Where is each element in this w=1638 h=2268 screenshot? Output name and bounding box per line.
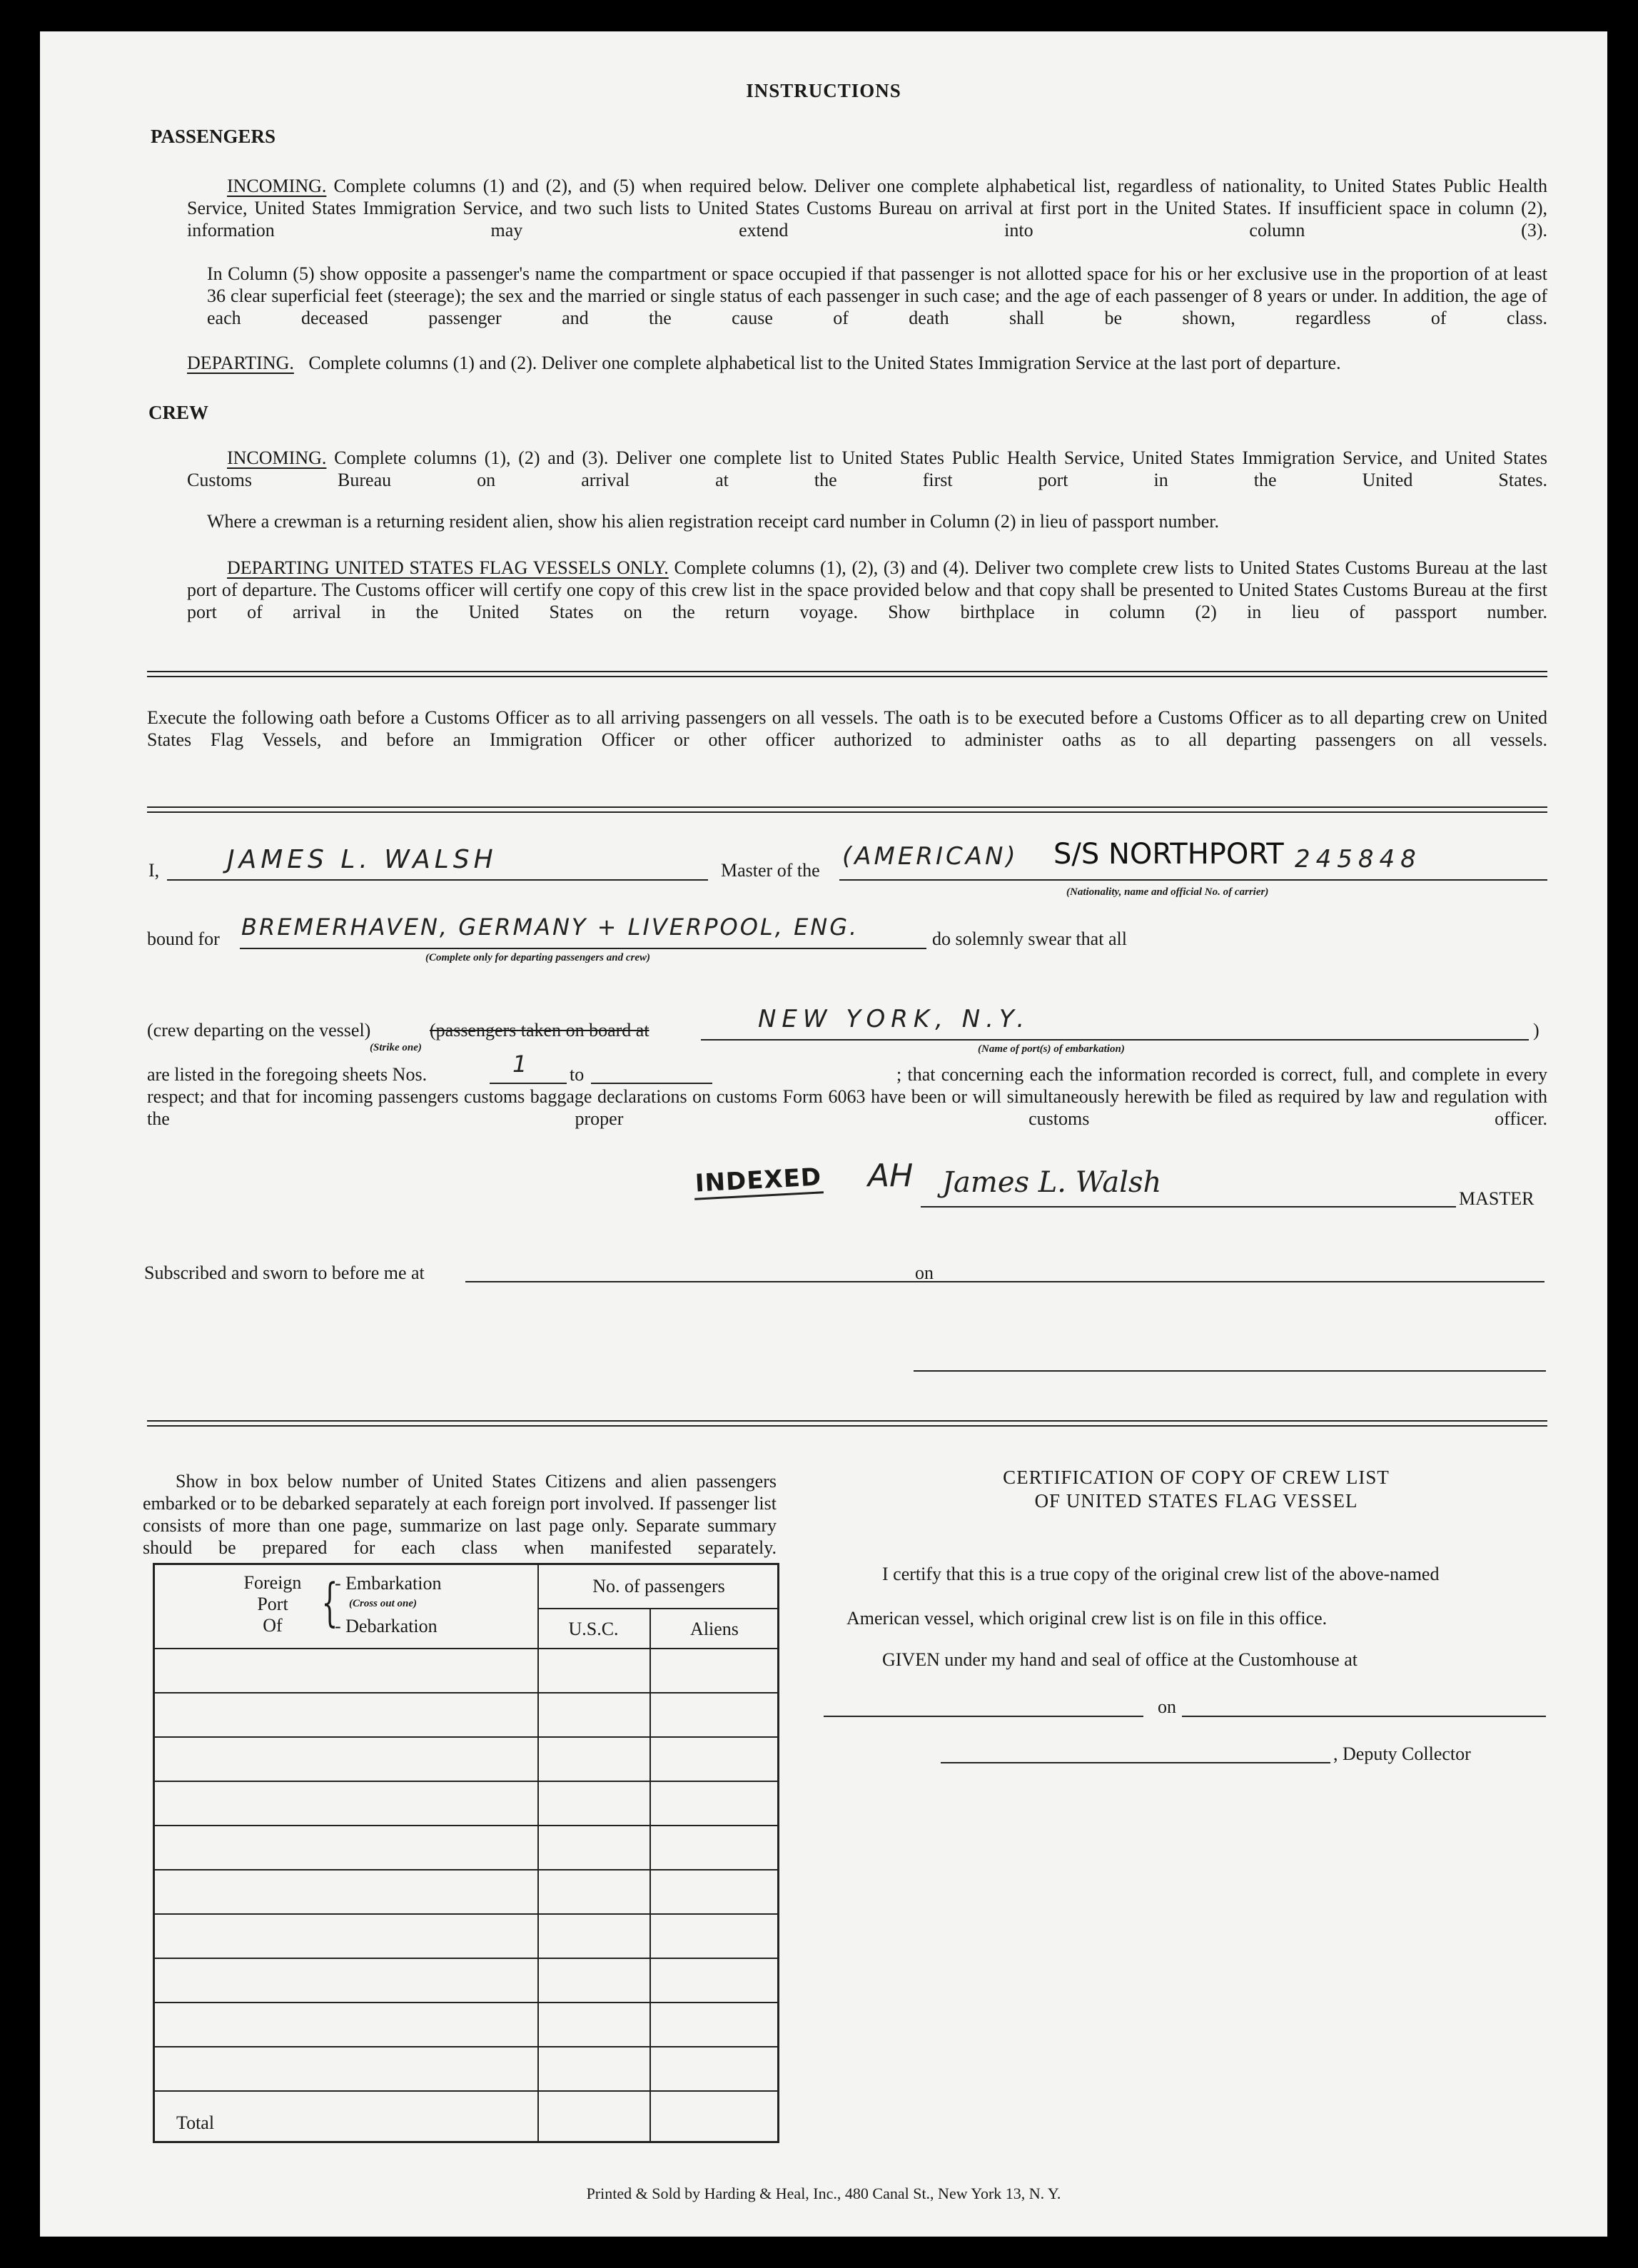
summary-instructions: Show in box below number of United States Citizens and alien passengers embarked or to be debarked separately at each foreign port involved. If passenger list consists of more than one page, summarize on last page only. Separate summary should be prepared for each class when manifested separately. (143, 1471, 777, 1558)
master-signature: James L. Walsh (942, 1166, 1162, 1199)
embarkation-line (701, 1039, 1529, 1041)
passenger-summary-table (153, 1563, 779, 2143)
crew-departing-text: Complete columns (1), (2), (3) and (4). Deliver two complete crew lists to United States Customs Bureau at the last port of departure. The Customs officer will certify one copy of this crew list in the space provided below and that copy shall be presented to United States Customs Bureau at the first port of arrival in the United States on the return voyage. Show birthplace in column (2) in lieu of passport number. (187, 557, 1548, 622)
indexed-stamp-text: INDEXED (694, 1163, 823, 1198)
passengers-incoming-text: Complete columns (1) and (2), and (5) when required below. Deliver one complete alphabetical list, regardless of nationality, to United States Public Health Service, United States Immigration Service, and two such lists to United States Customs Bureau on arrival at first port in the United States. If insufficient space in column (2), information may extend into column (3). (187, 176, 1547, 241)
cert-on-label: on (1158, 1696, 1176, 1717)
foreign-port-of-label (233, 1572, 312, 1636)
crew-departing-paragraph (187, 557, 1547, 623)
of-label: Of (263, 1615, 283, 1636)
master-name-line (167, 879, 708, 881)
table-row (155, 1781, 777, 1782)
form-sheet (40, 31, 1607, 2237)
certify-text: I certify that this is a true copy of the original crew list of the above-named (882, 1564, 1440, 1584)
no-of-passengers-header: No. of passengers (592, 1576, 725, 1596)
foreign-label: Foreign (243, 1572, 302, 1593)
passengers-departing-paragraph (187, 352, 1341, 374)
embarkation-label: - Embarkation (335, 1573, 442, 1594)
deputy-signature-line (941, 1762, 1330, 1763)
section-divider (147, 671, 1547, 677)
officer-signature-line (914, 1370, 1546, 1372)
destination: BREMERHAVEN, GERMANY + LIVERPOOL, ENG. (241, 913, 859, 941)
i-label: I, (148, 860, 160, 881)
summary-divider (147, 1420, 1547, 1427)
crew-incoming-text: Complete columns (1), (2) and (3). Deliver one complete list to United States Public Health Service, United States Immigration Service, and United States Customs Bureau on arrival at the first port in the United States. (187, 447, 1548, 490)
usc-header: U.S.C. (568, 1619, 619, 1639)
total-label: Total (176, 2112, 215, 2133)
table-row (155, 1648, 777, 1649)
vessel-text: American vessel, which original crew list is on file in this office. (846, 1608, 1328, 1629)
table-row (155, 2002, 777, 2003)
to-label: to (570, 1064, 585, 1085)
oath-intro: Execute the following oath before a Customs Officer as to all arriving passengers on all vessels. The oath is to be executed before a Customs Officer as to all departing crew on United States Flag Vessels, and before an Immigration Officer or other officer authorized to administer oaths as to all departing passengers on all vessels. (147, 707, 1547, 750)
crew-incoming-label: INCOMING. (227, 447, 327, 468)
nationality: (AMERICAN) (842, 842, 1018, 871)
certification-title-line1: CERTIFICATION OF COPY OF CREW LIST (1003, 1467, 1390, 1488)
crew-departing-option: (crew departing on the vessel) (147, 1020, 371, 1041)
sheet-from-line (490, 1083, 567, 1084)
table-row (155, 1736, 777, 1738)
official-number: 245848 (1295, 845, 1422, 874)
strike-caption: (Strike one) (370, 1042, 422, 1053)
passengers-heading: PASSENGERS (151, 126, 276, 147)
column5-paragraph: In Column (5) show opposite a passenger's name the compartment or space occupied if that passenger is not allotted space for his or her exclusive use in the proportion of at least 36 clear superficial feet (steerage); the sex and the married or single status of each passenger in such case; and the age of each passenger of 8 years or under. In addition, the age of each deceased passenger and the cause of death shall be shown, regardless of class. (207, 263, 1547, 328)
sheet-from: 1 (512, 1051, 532, 1078)
table-row (155, 1825, 777, 1826)
instructions-title: INSTRUCTIONS (746, 80, 901, 101)
table-row (155, 1913, 777, 1915)
aliens-header: Aliens (690, 1619, 739, 1639)
signature-line (921, 1206, 1456, 1208)
crew-resident-paragraph: Where a crewman is a returning resident alien, show his alien registration receipt card number in Column (2) in lieu of passport number. (207, 511, 1220, 532)
port-label: Port (257, 1594, 288, 1614)
debarkation-label: - Debarkation (335, 1616, 438, 1636)
certification-title-line2: OF UNITED STATES FLAG VESSEL (1034, 1490, 1358, 1512)
sworn-place-line (465, 1281, 952, 1282)
cross-out-caption: (Cross out one) (349, 1598, 418, 1609)
printer-footer: Printed & Sold by Harding & Heal, Inc., 480 Canal St., New York 13, N. Y. (586, 2185, 1061, 2202)
master-name: JAMES L. WALSH (227, 845, 497, 874)
indexed-stamp (693, 1163, 824, 1200)
crew-incoming-paragraph (187, 447, 1547, 491)
destination-line (240, 948, 926, 949)
sheet-to-line (591, 1083, 712, 1084)
brace-icon: { (321, 1572, 338, 1632)
sheets-paragraph: ; that concerning each the information recorded is correct, full, and complete in every respect; and that for incoming passengers customs baggage declarations on customs Form 6063 have been or will simultaneously herewith be filed as required by law and regulation with the proper customs officer. (147, 1064, 1547, 1129)
cert-date-line (1182, 1716, 1546, 1717)
vessel-name: S/S NORTHPORT (1053, 838, 1284, 871)
embarkation-port: NEW YORK, N.Y. (758, 1005, 1031, 1033)
close-paren: ) (1533, 1020, 1540, 1041)
oath-divider (147, 806, 1547, 813)
table-header-divider (537, 1608, 777, 1609)
table-row (155, 2046, 777, 2047)
deputy-collector-label: , Deputy Collector (1333, 1743, 1471, 1764)
passengers-incoming-paragraph (187, 175, 1547, 241)
sheets-label: are listed in the foregoing sheets Nos. (147, 1064, 428, 1085)
certification-title (854, 1466, 1539, 1513)
port-caption: (Name of port(s) of embarkation) (978, 1043, 1125, 1055)
bound-for-label: bound for (147, 928, 220, 949)
passengers-option-struck: (passengers taken on board at (430, 1020, 649, 1041)
table-col-divider (537, 1565, 539, 2141)
table-col-divider (649, 1608, 651, 2141)
table-row (155, 1958, 777, 1959)
master-label: MASTER (1459, 1188, 1535, 1209)
passengers-incoming-label: INCOMING. (227, 176, 327, 196)
customhouse-line (824, 1716, 1143, 1717)
on-label: on (915, 1262, 934, 1283)
passengers-departing-text: Complete columns (1) and (2). Deliver one complete alphabetical list to the United States Immigration Service at the last port of departure. (308, 353, 1341, 373)
carrier-caption: (Nationality, name and official No. of carrier) (1066, 886, 1269, 898)
table-row (155, 2090, 777, 2092)
carrier-line (839, 879, 1547, 881)
destination-caption: (Complete only for departing passengers and crew) (425, 952, 650, 963)
table-row (155, 1869, 777, 1870)
subscribed-label: Subscribed and sworn to before me at (144, 1262, 425, 1283)
master-of-label: Master of the (721, 860, 820, 881)
swear-text: do solemnly swear that all (932, 928, 1127, 949)
passengers-departing-label: DEPARTING. (187, 353, 294, 373)
given-text: GIVEN under my hand and seal of office at the Customhouse at (882, 1649, 1358, 1670)
table-row (155, 1692, 777, 1694)
stamp-initials: AH (868, 1158, 914, 1194)
sworn-date-line (941, 1281, 1545, 1282)
crew-departing-label: DEPARTING UNITED STATES FLAG VESSELS ONLY. (227, 557, 669, 578)
crew-heading: CREW (148, 402, 209, 423)
